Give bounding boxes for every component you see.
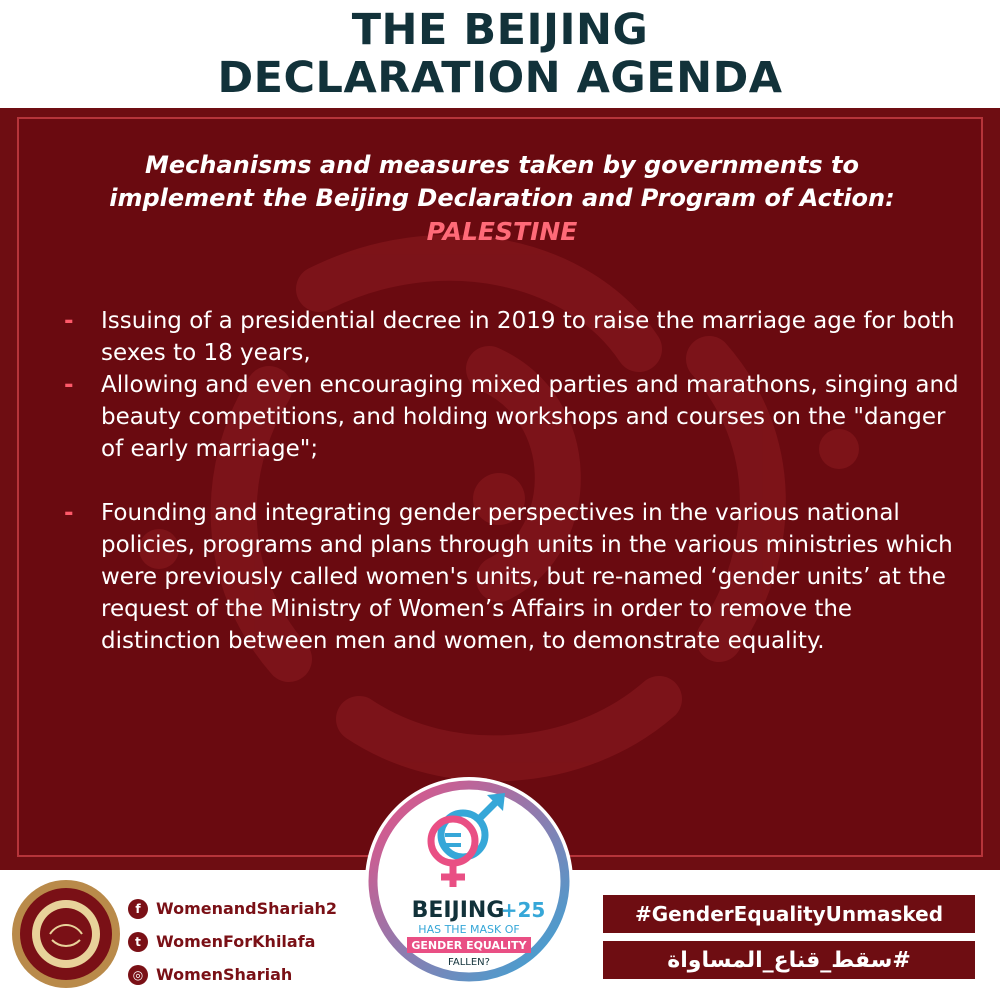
list-item bbox=[59, 305, 964, 369]
hashtag-arabic: #سقط_قناع_المساواة bbox=[603, 941, 975, 979]
bullet-dash: - bbox=[64, 372, 74, 398]
social-links bbox=[128, 892, 337, 991]
twitter-link[interactable] bbox=[128, 925, 337, 958]
subtitle bbox=[39, 149, 965, 248]
header-band bbox=[0, 0, 1000, 108]
facebook-handle: WomenandShariah2 bbox=[156, 899, 338, 918]
page-title-line-2: DECLARATION AGENDA bbox=[217, 53, 783, 103]
facebook-icon: f bbox=[128, 899, 148, 919]
badge-line-1-suffix: +25 bbox=[500, 898, 546, 922]
content-panel bbox=[17, 117, 983, 857]
badge-line-2: HAS THE MASK OF bbox=[418, 923, 520, 936]
facebook-link[interactable] bbox=[128, 892, 337, 925]
twitter-handle: WomenForKhilafa bbox=[156, 932, 316, 951]
subtitle-line-2: implement the Beijing Declaration and Program of Action: bbox=[109, 184, 895, 212]
list-item bbox=[59, 369, 964, 465]
badge-line-4: FALLEN? bbox=[448, 957, 490, 968]
badge-line-1: BEIJING bbox=[411, 898, 505, 923]
list-item-text: Allowing and even encouraging mixed parties and marathons, singing and beauty competitions, and holding workshops and courses on the "danger of early marriage"; bbox=[101, 372, 959, 462]
instagram-handle: WomenShariah bbox=[156, 965, 293, 984]
beijing-25-badge bbox=[363, 775, 575, 987]
measures-list bbox=[59, 305, 964, 657]
list-item bbox=[59, 497, 964, 657]
bullet-dash: - bbox=[64, 308, 74, 334]
badge-line-3: GENDER EQUALITY bbox=[411, 939, 527, 952]
hashtag-english: #GenderEqualityUnmasked bbox=[603, 895, 975, 933]
women-and-shariah-seal-icon bbox=[10, 878, 122, 990]
instagram-link[interactable] bbox=[128, 958, 337, 991]
subtitle-line-1: Mechanisms and measures taken by governments to bbox=[145, 151, 859, 179]
instagram-icon: ◎ bbox=[128, 965, 148, 985]
bullet-dash: - bbox=[64, 500, 74, 526]
page-title-line-1: THE BEIJING bbox=[351, 5, 649, 55]
twitter-icon: t bbox=[128, 932, 148, 952]
list-item-text: Founding and integrating gender perspectives in the various national policies, programs and plans through units in the various ministries which were previously called women's units, but re-named ‘gender units’ at the request of the Ministry of Women’s Affairs in order to remove the distinction between men and women, to demonstrate equality. bbox=[101, 500, 953, 654]
list-item-text: Issuing of a presidential decree in 2019 to raise the marriage age for both sexes to 18 years, bbox=[101, 308, 955, 366]
country-label: PALESTINE bbox=[426, 217, 578, 246]
